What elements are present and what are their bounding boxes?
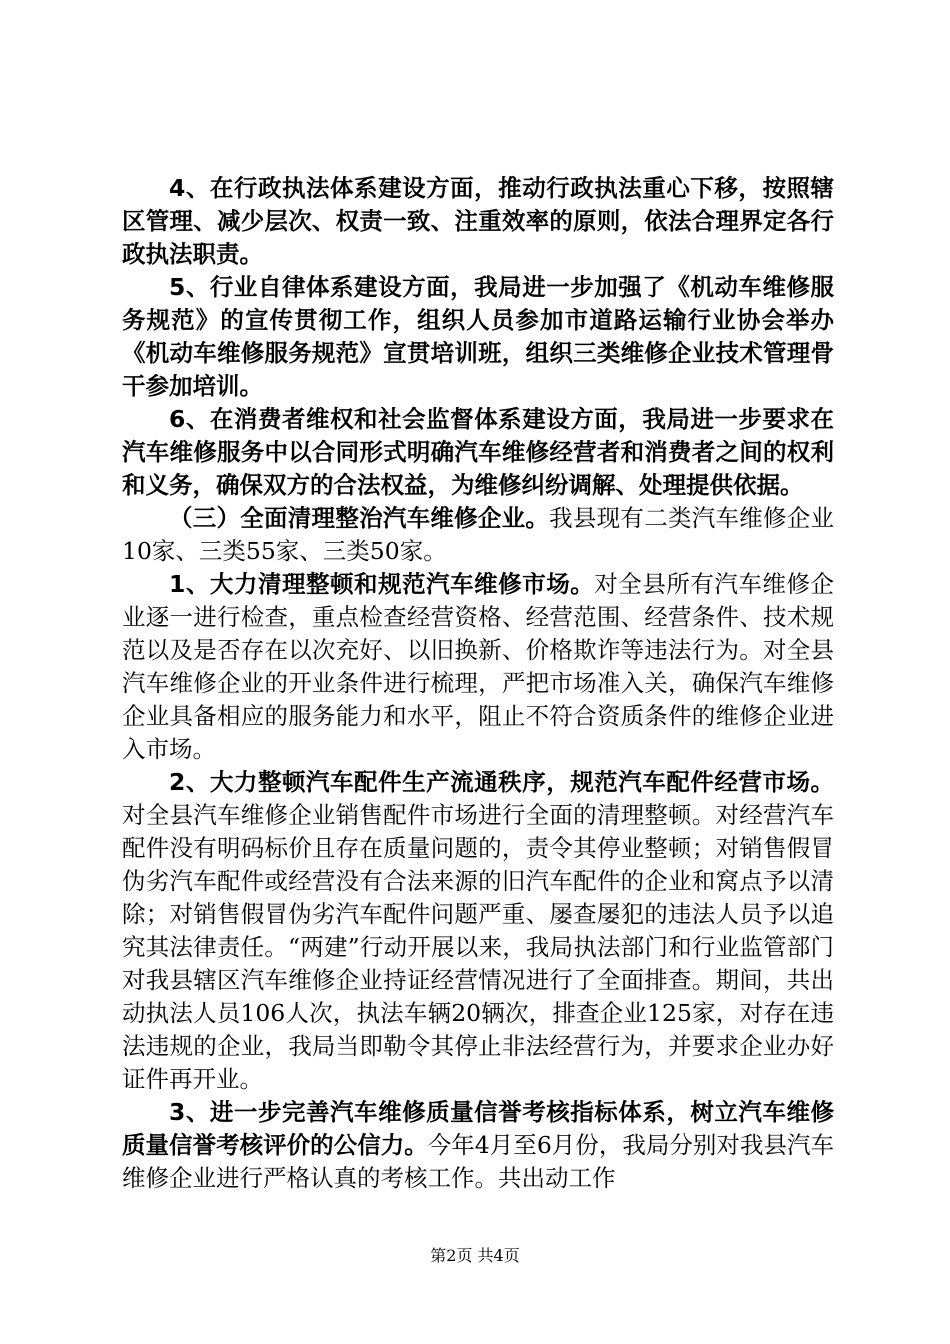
paragraph-lead: 6、在消费者维权和社会监督体系建设方面，我局进一步要求在汽车维修服务中以合同形式明确汽车维修经营者和消费者之间的权利和义务，确保双方的合法权益，为维修纠纷调解、处理提供依据。 — [122, 405, 834, 499]
paragraph-lead: 3、进一步完善汽车维修质量信誉考核指标体系，树立汽车维修质量信誉考核评价的公信力。 — [122, 1098, 834, 1159]
paragraph-text: 对全县汽车维修企业销售配件市场进行全面的清理整顿。对经营汽车配件没有明码标价且存在质量问题的，责令其停业整顿；对销售假冒伪劣汽车配件或经营没有合法来源的旧汽车配件的企业和窝点予以清除；对销售假冒伪劣汽车配件问题严重、屡查屡犯的违法人员予以追究其法律责任。“两建”行动开展以来，我局执法部门和行业监管部门对我县辖区汽车维修企业持证经营情况进行了全面排查。期间，共出动执法人员106人次，执法车辆20辆次，排查企业125家，对存在违法违规的企业，我局当即勒令其停止非法经营行为，并要求企业办好证件再开业。 — [122, 801, 834, 1093]
paragraph-item-4 — [122, 172, 834, 271]
document-body — [122, 172, 834, 1195]
paragraph-lead: 1、大力清理整顿和规范汽车维修市场。 — [169, 570, 595, 598]
paragraph-lead: 5、行业自律体系建设方面，我局进一步加强了《机动车维修服务规范》的宣传贯彻工作，组织人员参加市道路运输行业协会举办《机动车维修服务规范》宣贯培训班，组织三类维修企业技术管理骨干参加培训。 — [122, 273, 834, 400]
section-three-item-3 — [122, 1096, 834, 1195]
section-three-item-2 — [122, 766, 834, 1096]
section-three-item-1 — [122, 568, 834, 766]
paragraph-item-6 — [122, 403, 834, 502]
paragraph-item-5 — [122, 271, 834, 403]
page-number-footer: 第2页 共4页 — [430, 1246, 520, 1265]
section-three-intro — [122, 502, 834, 568]
paragraph-text: 对全县所有汽车维修企业逐一进行检查，重点检查经营资格、经营范围、经营条件、技术规范以及是否存在以次充好、以旧换新、价格欺诈等违法行为。对全县汽车维修企业的开业条件进行梳理，严把市场准入关，确保汽车维修企业具备相应的服务能力和水平，阻止不符合资质条件的维修企业进入市场。 — [122, 570, 834, 763]
paragraph-text: 我县现有二类汽车维修企业10家、三类55家、三类50家。 — [122, 504, 835, 565]
paragraph-text: 今年4月至6月份，我局分别对我县汽车维修企业进行严格认真的考核工作。共出动工作 — [122, 1131, 835, 1192]
section-heading: （三）全面清理整治汽车维修企业。 — [169, 504, 550, 532]
paragraph-lead: 4、在行政执法体系建设方面，推动行政执法重心下移，按照辖区管理、减少层次、权责一致、注重效率的原则，依法合理界定各行政执法职责。 — [122, 174, 834, 268]
paragraph-lead: 2、大力整顿汽车配件生产流通秩序，规范汽车配件经营市场。 — [169, 768, 834, 796]
